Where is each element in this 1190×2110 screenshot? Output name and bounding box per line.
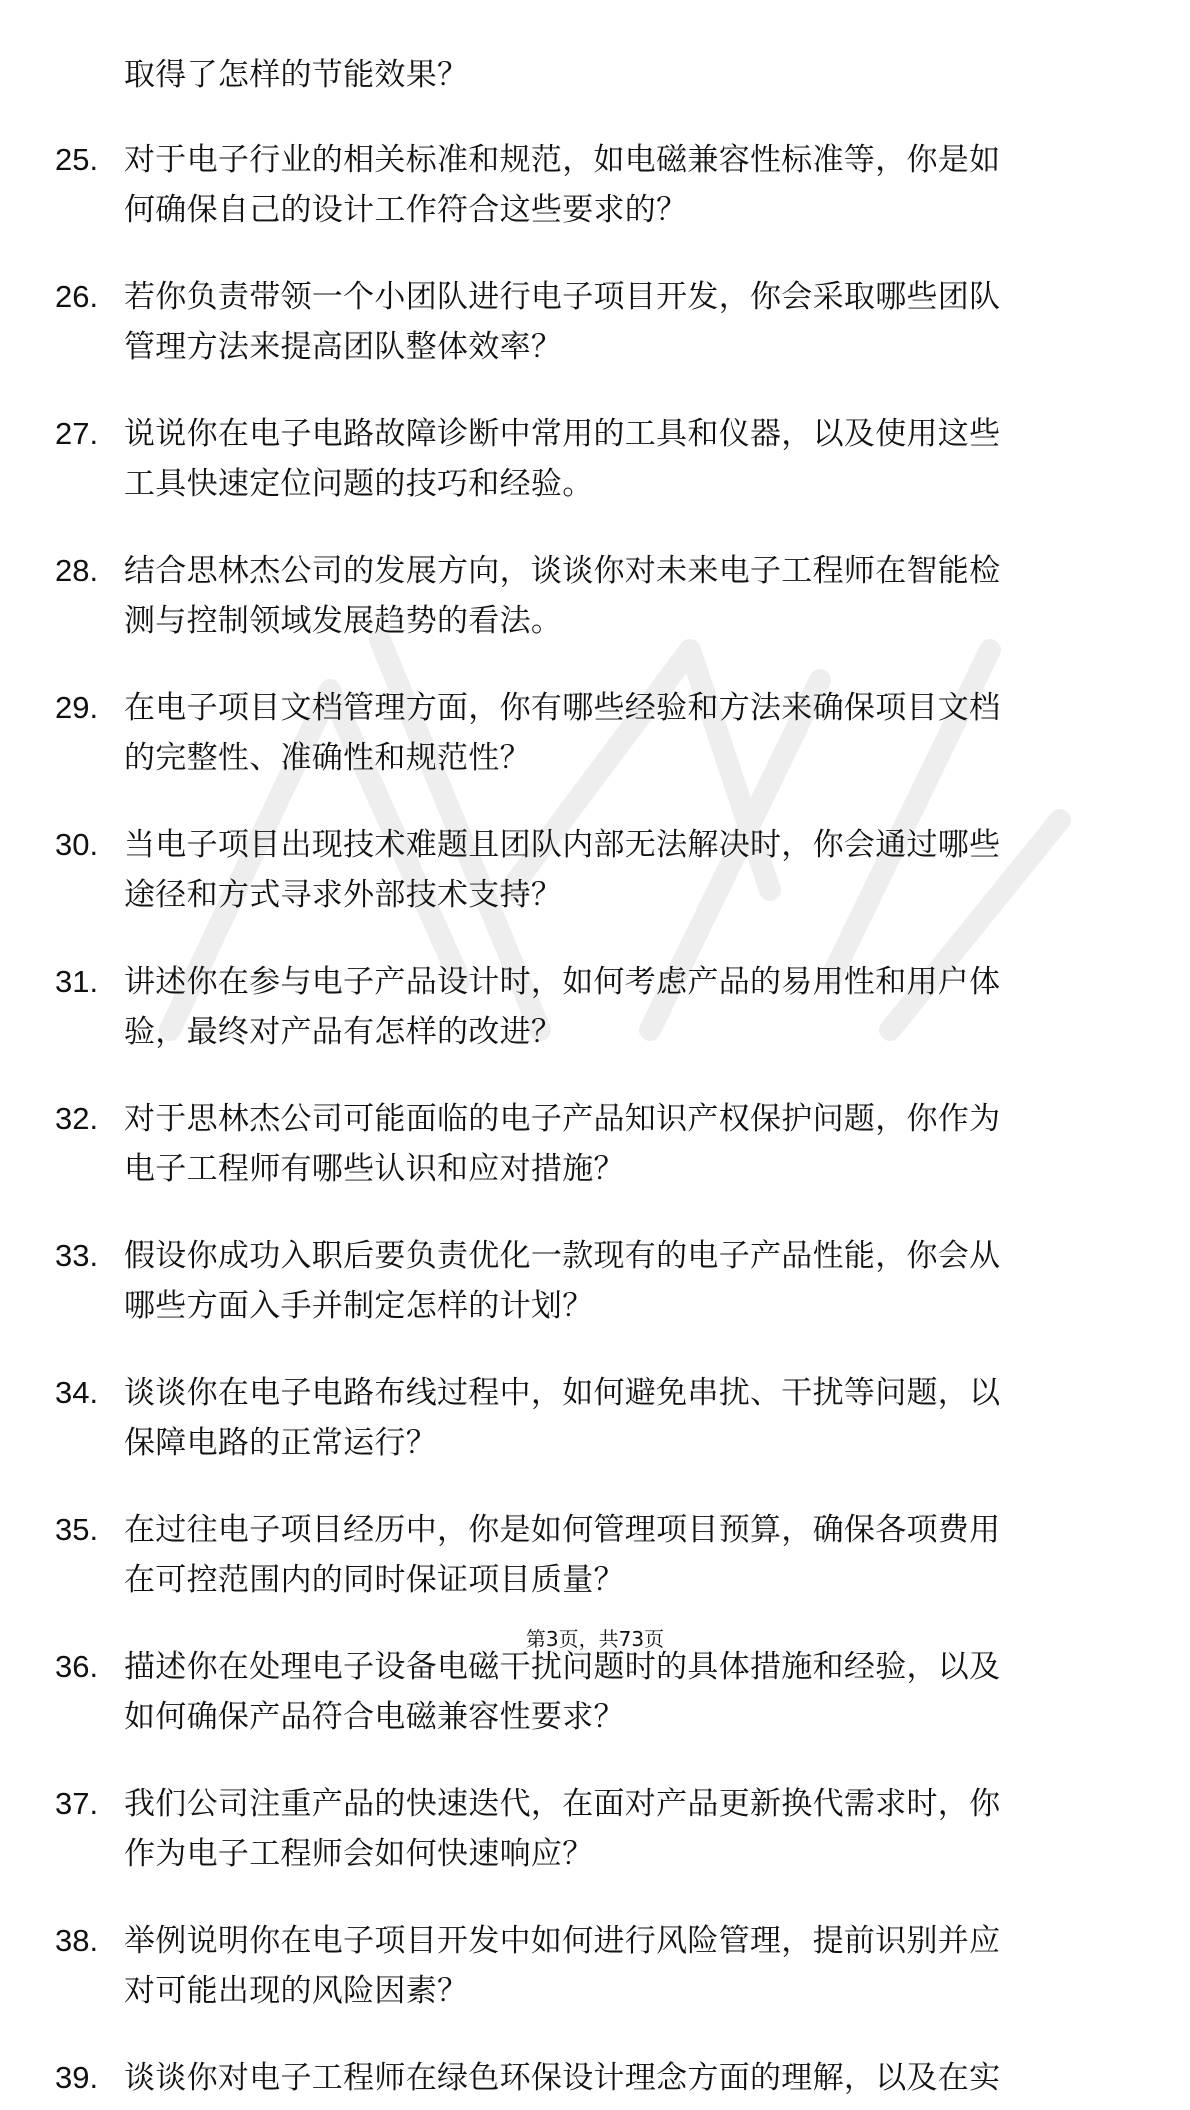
text-line: 的完整性、准确性和规范性？ [124, 740, 531, 776]
text-line: 在电子项目文档管理方面，你有哪些经验和方法来确保项目文档 [124, 690, 1001, 726]
list-item [0, 1779, 1190, 1879]
list-item [0, 683, 1190, 783]
text-line: 途径和方式寻求外部技术支持？ [124, 877, 563, 913]
text-line: 对可能出现的风险因素？ [124, 1973, 469, 2009]
question-number: 32. [55, 1101, 99, 1136]
question-text [124, 2053, 1134, 2103]
text-line: 当电子项目出现技术难题且团队内部无法解决时，你会通过哪些 [124, 827, 1001, 863]
list-item [0, 820, 1190, 920]
text-line: 如何确保产品符合电磁兼容性要求？ [124, 1699, 625, 1735]
list-item [0, 2053, 1190, 2103]
question-number: 30. [55, 827, 99, 862]
list-item [0, 1505, 1190, 1605]
question-text [124, 820, 1134, 920]
list-item [0, 1368, 1190, 1468]
text-line: 假设你成功入职后要负责优化一款现有的电子产品性能，你会从 [124, 1238, 1001, 1274]
list-item [0, 546, 1190, 646]
text-line: 举例说明你在电子项目开发中如何进行风险管理，提前识别并应 [124, 1923, 1001, 1959]
question-number: 33. [55, 1238, 99, 1273]
text-line: 何确保自己的设计工作符合这些要求的？ [124, 192, 688, 228]
text-line: 对于电子行业的相关标准和规范，如电磁兼容性标准等，你是如 [124, 142, 1001, 178]
text-line: 描述你在处理电子设备电磁干扰问题时的具体措施和经验，以及 [124, 1649, 1001, 1685]
question-text [124, 409, 1134, 509]
text-line: 对于思林杰公司可能面临的电子产品知识产权保护问题，你作为 [124, 1101, 1001, 1137]
text-line: 结合思林杰公司的发展方向，谈谈你对未来电子工程师在智能检 [124, 553, 1001, 589]
list-item [0, 409, 1190, 509]
question-text [124, 1505, 1134, 1605]
question-number: 27. [55, 416, 99, 451]
text-line: 测与控制领域发展趋势的看法。 [124, 603, 563, 639]
list-item [0, 1231, 1190, 1331]
question-text [124, 135, 1134, 235]
question-text [124, 1642, 1134, 1742]
list-item [0, 1642, 1190, 1742]
question-number: 38. [55, 1923, 99, 1958]
text-line: 工具快速定位问题的技巧和经验。 [124, 466, 594, 502]
text-line: 电子工程师有哪些认识和应对措施？ [124, 1151, 625, 1187]
question-number: 31. [55, 964, 99, 999]
continuation-item [0, 50, 1190, 100]
list-item [0, 1094, 1190, 1194]
question-text [124, 1916, 1134, 2016]
question-number: 28. [55, 553, 99, 588]
question-number: 26. [55, 279, 99, 314]
text-line: 若你负责带领一个小团队进行电子项目开发，你会采取哪些团队 [124, 279, 1001, 315]
question-text [124, 1779, 1134, 1879]
question-number: 25. [55, 142, 99, 177]
question-text [124, 272, 1134, 372]
text-line: 谈谈你在电子电路布线过程中，如何避免串扰、干扰等问题，以 [124, 1375, 1001, 1411]
text-line: 讲述你在参与电子产品设计时，如何考虑产品的易用性和用户体 [124, 964, 1001, 1000]
question-number: 34. [55, 1375, 99, 1410]
question-text [124, 957, 1134, 1057]
text-line: 作为电子工程师会如何快速响应？ [124, 1836, 594, 1872]
question-number: 36. [55, 1649, 99, 1684]
list-item [0, 135, 1190, 235]
text-line: 取得了怎样的节能效果？ [124, 57, 469, 93]
question-text [124, 1094, 1134, 1194]
text-line: 谈谈你对电子工程师在绿色环保设计理念方面的理解，以及在实 [124, 2060, 1001, 2096]
question-number: 39. [55, 2060, 99, 2095]
question-number: 29. [55, 690, 99, 725]
list-item [0, 1916, 1190, 2016]
text-line: 说说你在电子电路故障诊断中常用的工具和仪器，以及使用这些 [124, 416, 1001, 452]
text-line: 在可控范围内的同时保证项目质量？ [124, 1562, 625, 1598]
list-item [0, 957, 1190, 1057]
question-list [0, 50, 1190, 2110]
text-line: 在过往电子项目经历中，你是如何管理项目预算，确保各项费用 [124, 1512, 1001, 1548]
text-line: 验，最终对产品有怎样的改进？ [124, 1014, 563, 1050]
text-line: 保障电路的正常运行？ [124, 1425, 437, 1461]
text-line: 管理方法来提高团队整体效率？ [124, 329, 563, 365]
question-text [124, 683, 1134, 783]
list-item [0, 272, 1190, 372]
text-line: 我们公司注重产品的快速迭代，在面对产品更新换代需求时，你 [124, 1786, 1001, 1822]
question-text [124, 546, 1134, 646]
continuation-text [124, 50, 1134, 100]
question-text [124, 1368, 1134, 1468]
question-number: 35. [55, 1512, 99, 1547]
page-footer: 第3页，共73页 [525, 1627, 665, 1651]
text-line: 哪些方面入手并制定怎样的计划？ [124, 1288, 594, 1324]
question-number: 37. [55, 1786, 99, 1821]
question-text [124, 1231, 1134, 1331]
